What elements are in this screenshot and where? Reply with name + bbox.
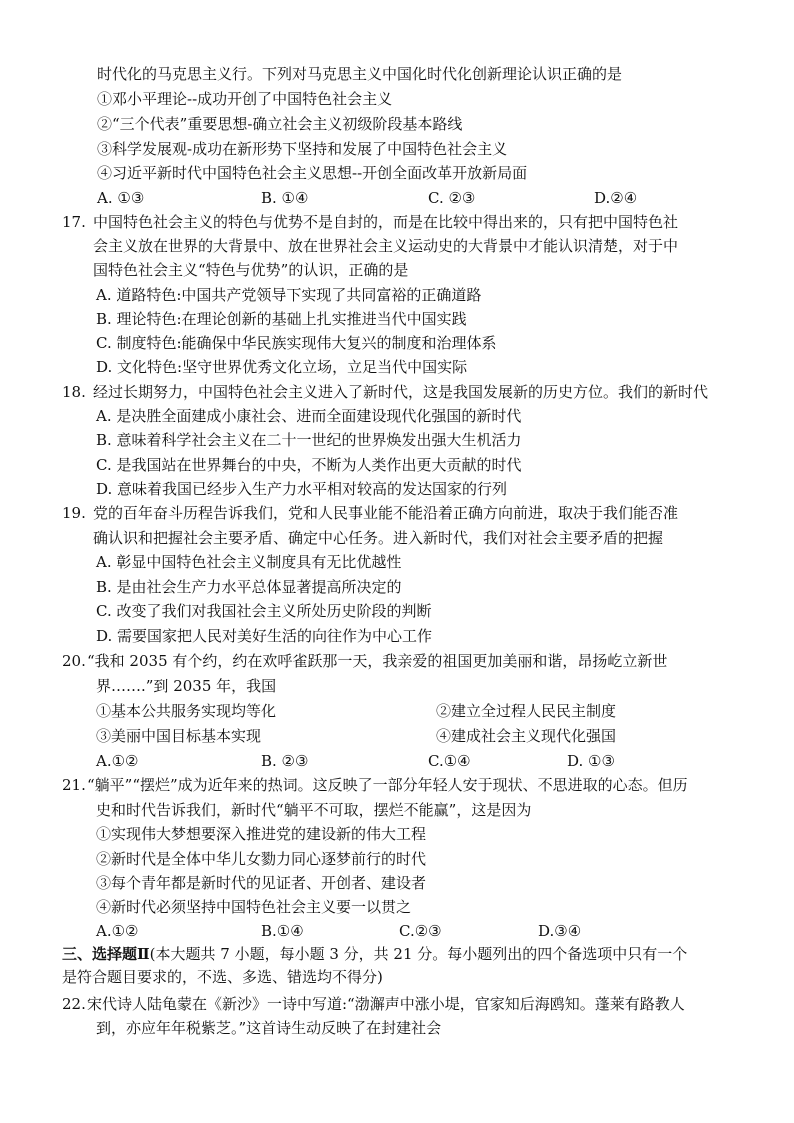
q21-stem-line-1: “躺平”“摆烂”成为近年来的热词。这反映了一部分年轻人安于现状、不思进取的心态。但历: [87, 776, 688, 794]
q17-stem-line-2: 会主义放在世界的大背景中、放在世界社会主义运动史的大背景中才能认识清楚，对于中: [93, 237, 679, 255]
q19-stem-line-2: 确认识和把握社会主要矛盾、确定中心任务。进入新时代，我们对社会主要矛盾的把握: [93, 529, 664, 547]
q22-stem-line-1: 宋代诗人陆龟蒙在《新沙》一诗中写道:“渤澥声中涨小堤，官家知后海鸥知。蓬莱有路教人: [87, 995, 685, 1013]
q21-option-d: D.③④: [538, 922, 582, 940]
q19-option-a: A. 彰显中国特色社会主义制度具有无比优越性: [96, 553, 402, 571]
q18-number: 18.: [62, 383, 86, 401]
q21-item-4: ④新时代必须坚持中国特色社会主义要一以贯之: [96, 898, 412, 916]
q17-stem-line-3: 国特色社会主义“特色与优势”的认识，正确的是: [93, 261, 409, 279]
q18-option-b: B. 意味着科学社会主义在二十一世纪的世界焕发出强大生机活力: [96, 431, 522, 449]
q20-option-c: C.①④: [428, 752, 471, 770]
q21-option-b: B.①④: [261, 922, 304, 940]
section-3-title: 三、选择题Ⅱ: [62, 945, 150, 963]
section-3-heading: [62, 944, 687, 964]
q21-option-c: C.②③: [399, 922, 442, 940]
q16-stem-cont: 时代化的马克思主义行。下列对马克思主义中国化时代化创新理论认识正确的是: [97, 65, 623, 83]
q20-stem-line-1: “我和 2035 有个约，约在欢呼雀跃那一天，我亲爱的祖国更加美丽和谐，昂扬屹立新世: [87, 652, 668, 670]
q20-option-d: D. ①③: [567, 752, 615, 770]
q21-stem-line-2: 史和时代告诉我们，新时代“躺平不可取，摆烂不能赢”，这是因为: [96, 801, 532, 819]
q20-option-a: A.①②: [96, 752, 139, 770]
q19-option-c: C. 改变了我们对我国社会主义所处历史阶段的判断: [96, 602, 432, 620]
q18-stem-line-1: 经过长期努力，中国特色社会主义进入了新时代，这是我国发展新的历史方位。我们的新时代: [93, 383, 709, 401]
q19-option-d: D. 需要国家把人民对美好生活的向往作为中心工作: [96, 627, 433, 645]
q21-item-2: ②新时代是全体中华儿女勠力同心逐梦前行的时代: [96, 850, 427, 868]
q16-option-b: B. ①④: [261, 189, 309, 207]
q16-item-1: ①邓小平理论--成功开创了中国特色社会主义: [97, 90, 393, 108]
q18-option-a: A. 是决胜全面建成小康社会、进而全面建设现代化强国的新时代: [96, 407, 522, 425]
q19-number: 19.: [62, 504, 86, 522]
q16-item-4: ④习近平新时代中国特色社会主义思想--开创全面改革开放新局面: [97, 164, 528, 182]
q21-number: 21.: [62, 776, 86, 794]
q20-item-3: ③美丽中国目标基本实现: [96, 727, 262, 745]
q17-number: 17.: [62, 213, 86, 231]
q17-option-b: B. 理论特色:在理论创新的基础上扎实推进当代中国实践: [96, 310, 467, 328]
q16-option-a: A. ①③: [97, 189, 145, 207]
q21-item-3: ③每个青年都是新时代的见证者、开创者、建设者: [96, 874, 427, 892]
q20-stem-line-2: 界…….”到 2035 年，我国: [96, 677, 277, 695]
q16-option-d: D.②④: [594, 189, 638, 207]
q20-item-2: ②建立全过程人民民主制度: [436, 702, 617, 720]
q18-option-c: C. 是我国站在世界舞台的中央，不断为人类作出更大贡献的时代: [96, 456, 522, 474]
q17-option-a: A. 道路特色:中国共产党领导下实现了共同富裕的正确道路: [96, 286, 482, 304]
q19-option-b: B. 是由社会生产力水平总体显著提高所决定的: [96, 578, 402, 596]
q20-number: 20.: [62, 652, 86, 670]
q16-item-2: ②“三个代表”重要思想-确立社会主义初级阶段基本路线: [97, 115, 463, 133]
q17-option-c: C. 制度特色:能确保中华民族实现伟大复兴的制度和治理体系: [96, 334, 497, 352]
q19-stem-line-1: 党的百年奋斗历程告诉我们，党和人民事业能不能沿着正确方向前进，取决于我们能否准: [93, 504, 679, 522]
q17-stem-line-1: 中国特色社会主义的特色与优势不是自封的，而是在比较中得出来的，只有把中国特色社: [93, 213, 679, 231]
q22-stem-line-2: 到，亦应年年税紫芝。”这首诗生动反映了在封建社会: [96, 1019, 442, 1037]
section-3-description-line-2: 是符合题目要求的，不选、多选、错选均不得分): [62, 968, 383, 986]
q18-option-d: D. 意味着我国已经步入生产力水平相对较高的发达国家的行列: [96, 480, 508, 498]
q21-item-1: ①实现伟大梦想要深入推进党的建设新的伟大工程: [96, 825, 427, 843]
q20-item-4: ④建成社会主义现代化强国: [436, 727, 617, 745]
q21-option-a: A.①②: [96, 922, 139, 940]
q22-number: 22.: [62, 995, 86, 1013]
q16-item-3: ③科学发展观-成功在新形势下坚持和发展了中国特色社会主义: [97, 140, 508, 158]
q20-option-b: B. ②③: [261, 752, 309, 770]
q20-item-1: ①基本公共服务实现均等化: [96, 702, 277, 720]
section-3-description: (本大题共 7 小题，每小题 3 分，共 21 分。每小题列出的四个备选项中只有一个: [149, 945, 688, 963]
q17-option-d: D. 文化特色:坚守世界优秀文化立场，立足当代中国实际: [96, 358, 468, 376]
q16-option-c: C. ②③: [428, 189, 476, 207]
